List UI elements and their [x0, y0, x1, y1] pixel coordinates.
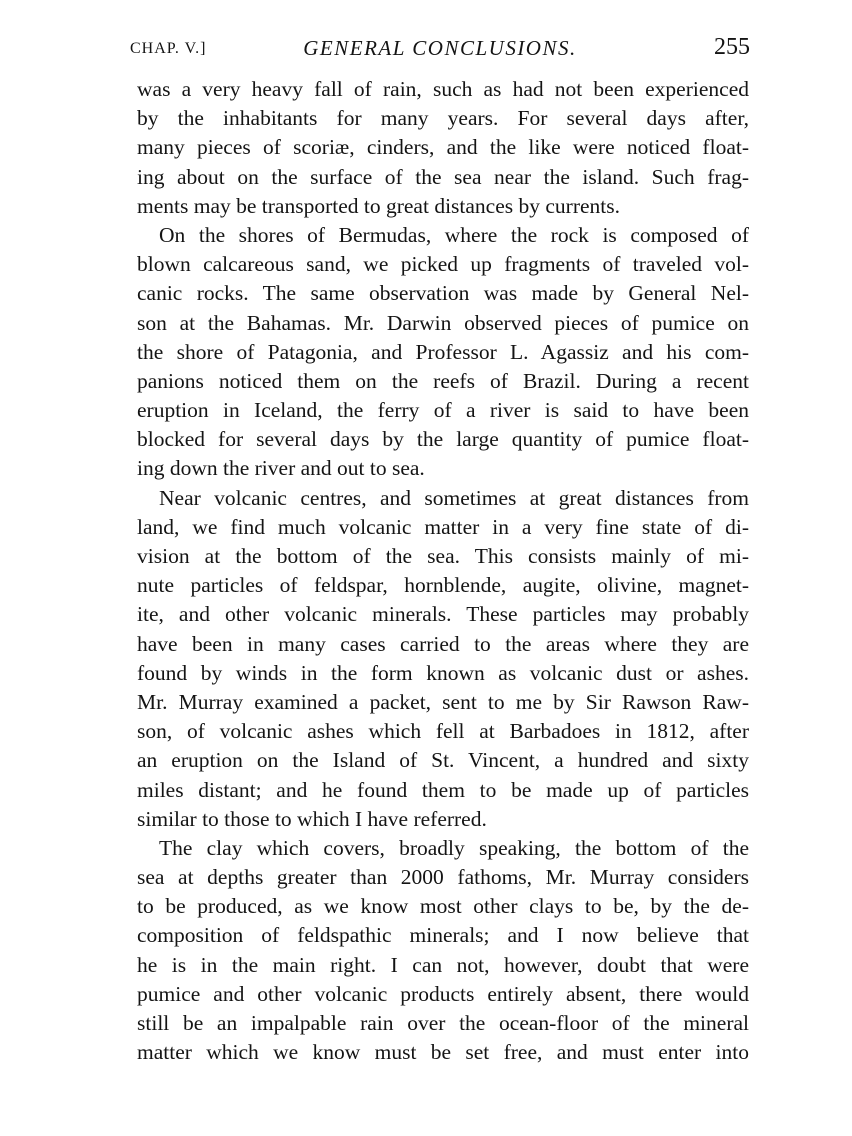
text-line: eruption in Iceland, the ferry of a river is said to have been — [137, 398, 749, 423]
text-line: nute particles of feldspar, hornblende, augite, olivine, magnet- — [137, 573, 749, 598]
text-line: by the inhabitants for many years. For several days after, — [137, 106, 749, 131]
text-line: ing down the river and out to sea. — [137, 456, 425, 481]
text-line: On the shores of Bermudas, where the rock is composed of — [159, 222, 749, 247]
paragraph — [137, 834, 749, 1068]
body-text — [137, 75, 749, 1067]
text-line: blocked for several days by the large quantity of pumice float- — [137, 427, 749, 452]
page-number: 255 — [714, 34, 750, 60]
text-line: to be produced, as we know most other clays to be, by the de- — [137, 894, 749, 919]
text-line: he is in the main right. I can not, however, doubt that were — [137, 952, 749, 977]
text-line: ite, and other volcanic minerals. These particles may probably — [137, 602, 749, 627]
text-line: pumice and other volcanic products entirely absent, there would — [137, 981, 749, 1006]
text-line: son, of volcanic ashes which fell at Barbadoes in 1812, after — [137, 719, 749, 744]
text-line: an eruption on the Island of St. Vincent, a hundred and sixty — [137, 748, 749, 773]
text-line: sea at depths greater than 2000 fathoms, Mr. Murray considers — [137, 865, 749, 890]
paragraph — [137, 221, 749, 484]
text-line: son at the Bahamas. Mr. Darwin observed pieces of pumice on — [137, 310, 749, 335]
running-title: GENERAL CONCLUSIONS. — [303, 36, 577, 60]
text-line: canic rocks. The same observation was made by General Nel- — [137, 281, 749, 306]
text-line: panions noticed them on the reefs of Brazil. During a recent — [137, 368, 749, 393]
text-line: ments may be transported to great distances by currents. — [137, 193, 621, 218]
text-line: Mr. Murray examined a packet, sent to me by Sir Rawson Raw- — [137, 689, 749, 714]
text-line: was a very heavy fall of rain, such as had not been experienced — [137, 77, 749, 101]
paragraph — [137, 484, 749, 834]
running-header — [130, 34, 750, 68]
text-line: found by winds in the form known as volcanic dust or ashes. — [137, 660, 749, 685]
text-line: ing about on the surface of the sea near the island. Such frag- — [137, 164, 749, 189]
text-line: the shore of Patagonia, and Professor L. Agassiz and his com- — [137, 339, 749, 364]
text-line: miles distant; and he found them to be made up of particles — [137, 777, 749, 802]
paragraph — [137, 75, 749, 221]
text-line: The clay which covers, broadly speaking, the bottom of the — [159, 835, 749, 860]
text-line: matter which we know must be set free, and must enter into — [137, 1040, 749, 1065]
chapter-label: CHAP. V.] — [130, 40, 207, 57]
text-line: land, we find much volcanic matter in a very fine state of di- — [137, 514, 749, 539]
text-line: many pieces of scoriæ, cinders, and the like were noticed float- — [137, 135, 749, 160]
text-line: still be an impalpable rain over the ocean-floor of the mineral — [137, 1011, 749, 1035]
text-line: similar to those to which I have referred. — [137, 806, 487, 831]
text-line: vision at the bottom of the sea. This consists mainly of mi- — [137, 544, 749, 568]
text-line: have been in many cases carried to the areas where they are — [137, 631, 749, 656]
text-line: Near volcanic centres, and sometimes at great distances from — [159, 485, 749, 510]
text-line: composition of feldspathic minerals; and I now believe that — [137, 923, 749, 948]
text-line: blown calcareous sand, we picked up fragments of traveled vol- — [137, 252, 749, 277]
